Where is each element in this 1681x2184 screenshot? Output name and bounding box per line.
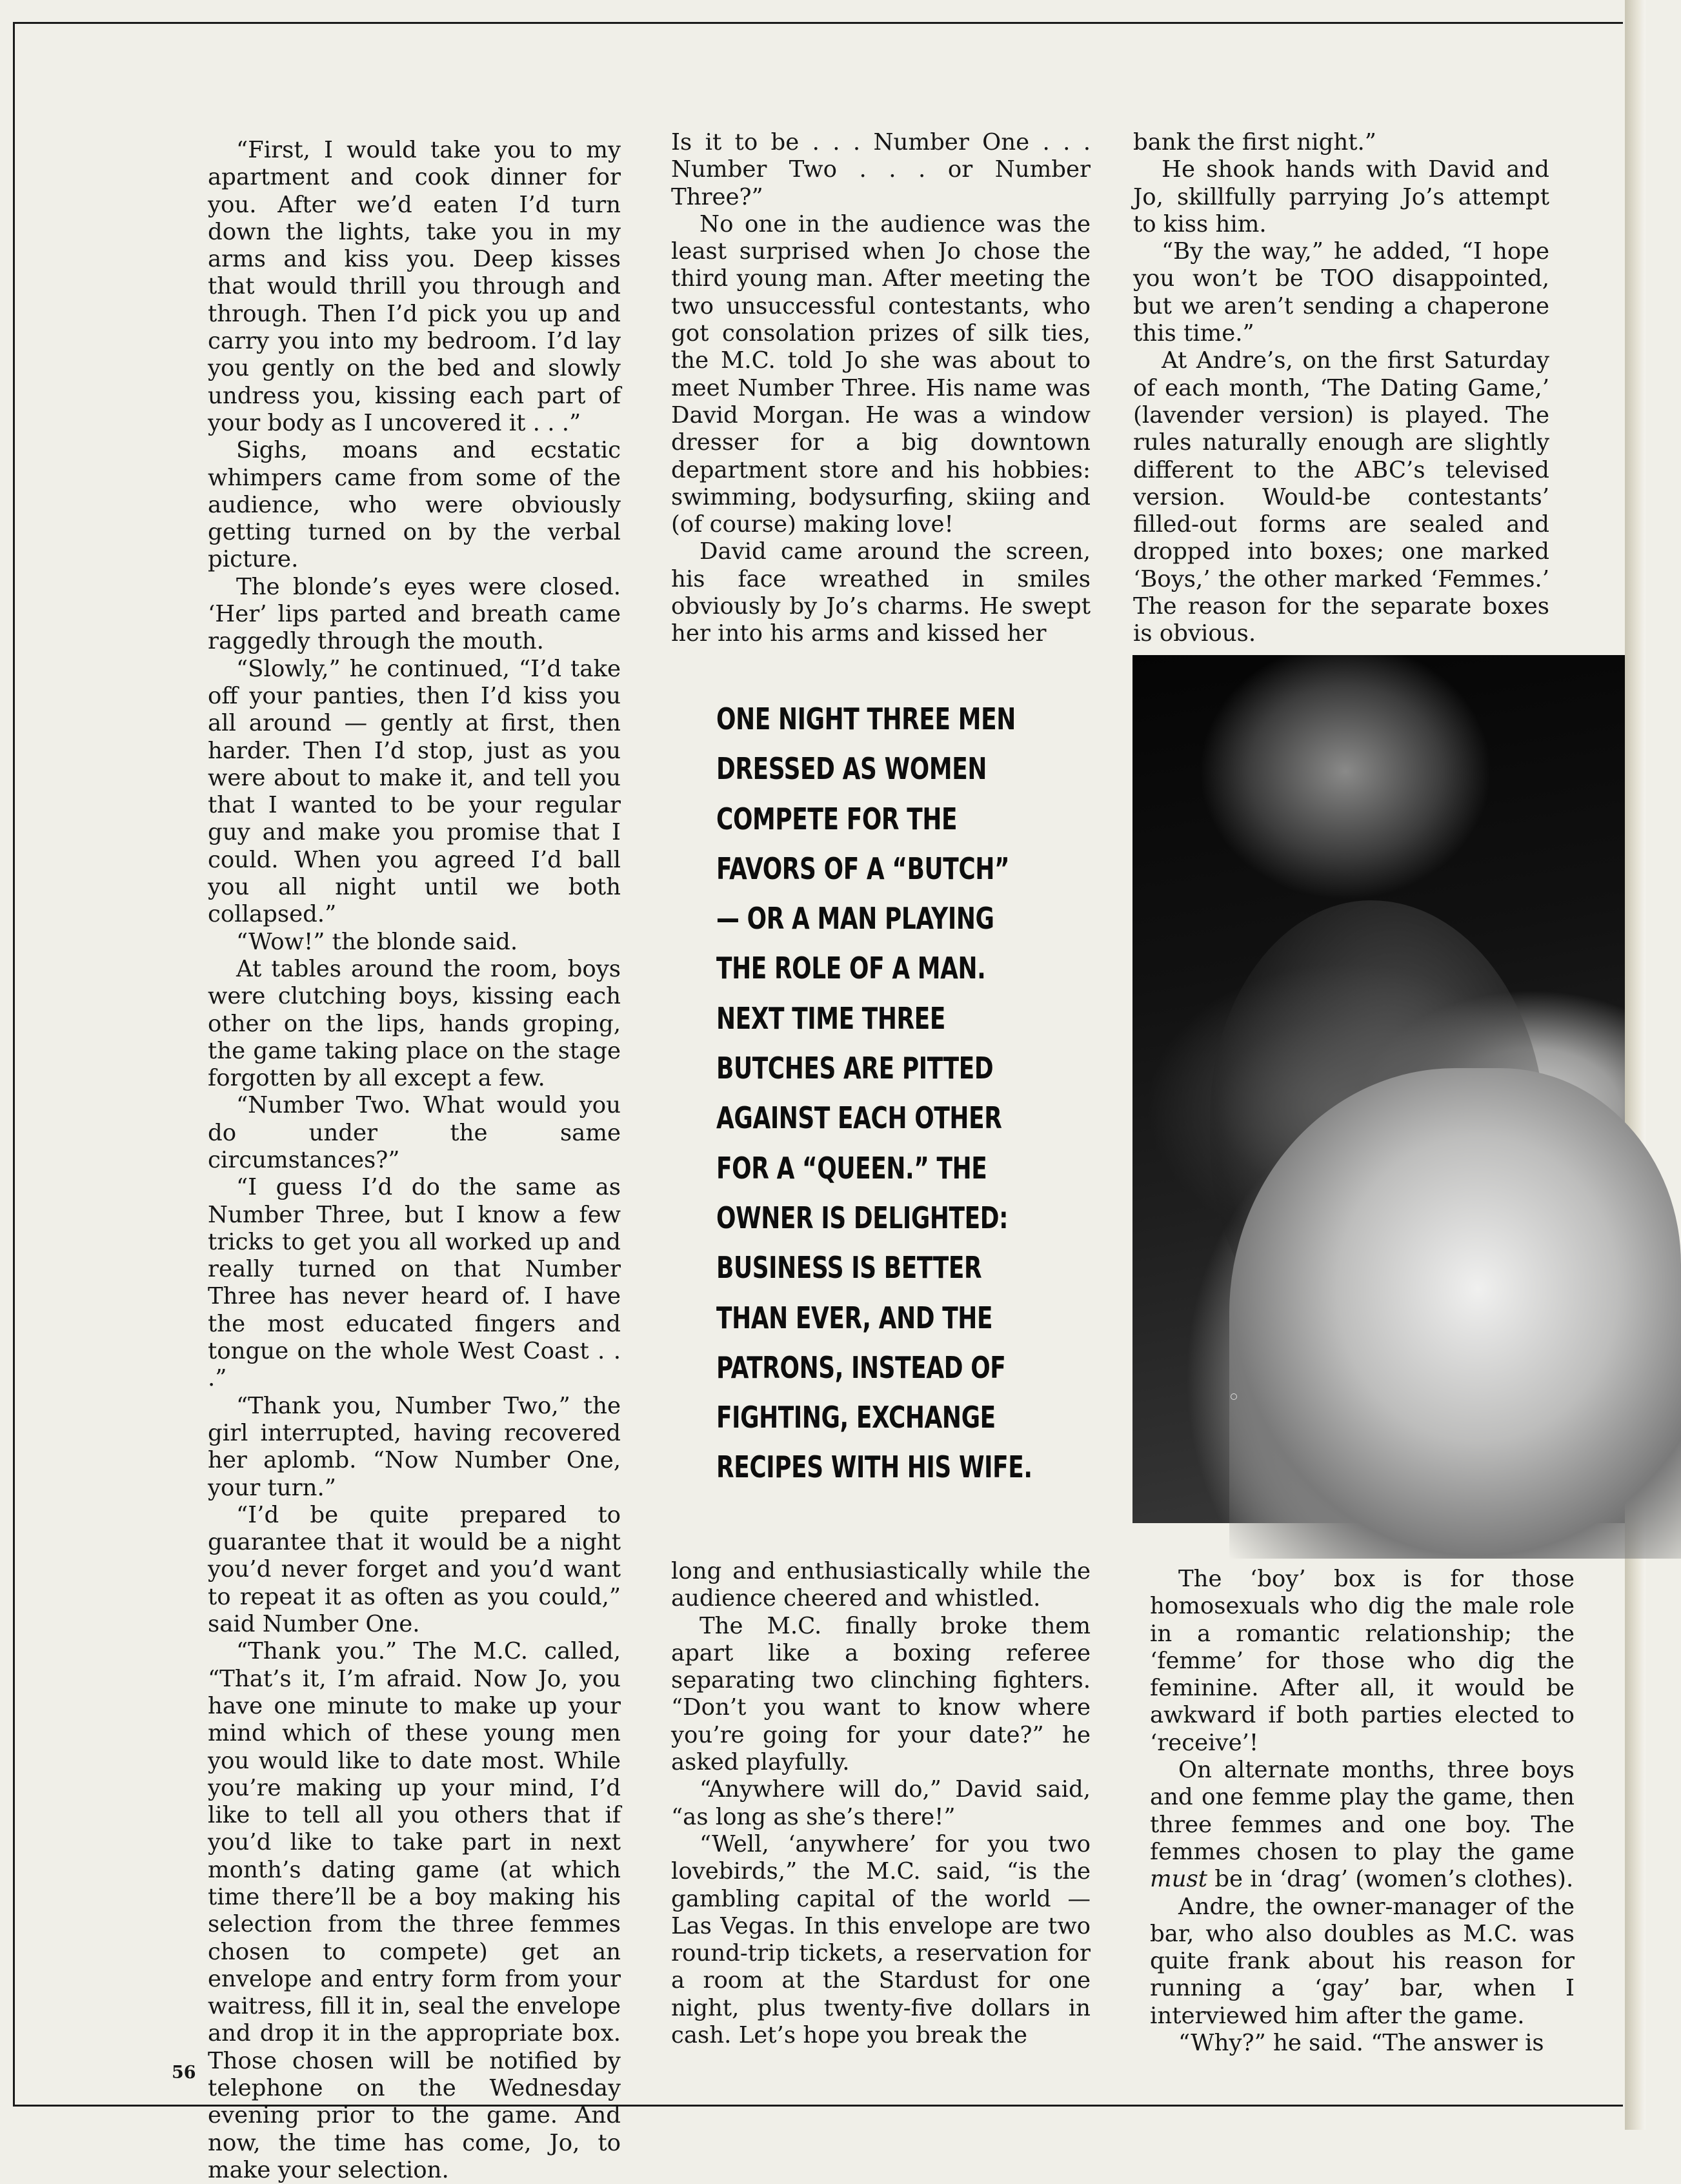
- page-number: 56: [172, 2063, 196, 2083]
- paragraph: He shook hands with David and Jo, skillfully parrying Jo’s attempt to kiss him.: [1133, 156, 1549, 238]
- paragraph: “Anywhere will do,” David said, “as long as she’s there!”: [671, 1776, 1091, 1830]
- paragraph: “Thank you.” The M.C. called, “That’s it, I’m afraid. Now Jo, you have one minute to make up your mind which of these young men you would like to date most. While you’re making up your mind, I’d like to tell all you others that if you’d like to take part in next month’s dating game (at which time there’ll be a boy making his selection from the three femmes chosen to compete) get an envelope and entry form from your waitress, fill it in, seal the envelope and drop it in the appropriate box. Those chosen will be notified by telephone on the Wednesday evening prior to the game. And now, the time has come, Jo, to make your selection.: [208, 1638, 621, 2183]
- article-column-2-bottom: [671, 1558, 1091, 2048]
- pull-quote-line: — OR A MAN PLAYING: [716, 901, 994, 936]
- pull-quote-line: COMPETE FOR THE: [716, 801, 958, 836]
- article-column-2-top: [671, 129, 1091, 647]
- paragraph: [1150, 1757, 1575, 1893]
- pull-quote-line: PATRONS, INSTEAD OF: [716, 1350, 1006, 1385]
- paragraph: Andre, the owner-manager of the bar, who also doubles as M.C. was quite frank about his reason for running a ‘gay’ bar, when I interviewed him after the game.: [1150, 1893, 1575, 2029]
- paragraph: “First, I would take you to my apartment and cook dinner for you. After we’d eaten I’d turn down the lights, take you in my arms and kiss you. Deep kisses that would thrill you through and through. Then I’d pick you up and carry you into my bedroom. I’d lay you gently on the bed and slowly undress you, kissing each part of your body as I uncovered it . . .”: [208, 137, 621, 436]
- pull-quote-line: DRESSED AS WOMEN: [716, 751, 987, 787]
- paragraph: At Andre’s, on the first Saturday of each month, ‘The Dating Game,’ (lavender version) is played. The rules naturally enough are slightly different to the ABC’s televised version. Would-be contestants’ filled-out forms are sealed and dropped into boxes; one marked ‘Boys,’ the other marked ‘Femmes.’ The reason for the separate boxes is obvious.: [1133, 347, 1549, 647]
- paragraph: “By the way,” he added, “I hope you won’t be TOO disappointed, but we aren’t sending a chaperone this time.”: [1133, 238, 1549, 347]
- photo-dust-speck: [1231, 1393, 1237, 1400]
- text-run: be in ‘drag’ (women’s clothes).: [1207, 1866, 1574, 1893]
- pull-quote-line: RECIPES WITH HIS WIFE.: [716, 1450, 1032, 1485]
- article-column-3-bottom: [1150, 1566, 1575, 2056]
- paragraph: David came around the screen, his face wreathed in smiles obviously by Jo’s charms. He swept her into his arms and kissed her: [671, 538, 1091, 647]
- photo-figure-back: [1229, 1068, 1681, 1559]
- pull-quote-line: NEXT TIME THREE: [716, 1000, 946, 1036]
- paragraph: No one in the audience was the least surprised when Jo chose the third young man. After meeting the two unsuccessful contestants, who got consolation prizes of silk ties, the M.C. told Jo she was about to meet Number Three. His name was David Morgan. He was a window dresser for a big downtown department store and his hobbies: swimming, bodysurfing, skiing and (of course) making love!: [671, 210, 1091, 538]
- paragraph: “Why?” he said. “The answer is: [1178, 2030, 1544, 2057]
- article-column-1: [208, 137, 621, 2183]
- paragraph: “Slowly,” he continued, “I’d take off your panties, then I’d kiss you all around — gently at first, then harder. Then I’d stop, just as you were about to make it, and tell you that I wanted to be your regular guy and make you promise that I could. When you agreed I’d ball you all night until we both collapsed.”: [208, 655, 621, 928]
- paragraph-continuation: Is it to be . . . Number One . . . Number Two . . . or Number Three?”: [671, 129, 1091, 210]
- page-spine: [1625, 0, 1646, 2130]
- photo-embracing-couple: [1132, 655, 1625, 1523]
- pull-quote-line: BUSINESS IS BETTER: [716, 1250, 982, 1286]
- pull-quote-line: FAVORS OF A “BUTCH”: [716, 851, 1010, 886]
- pull-quote-line: ONE NIGHT THREE MEN: [716, 702, 1016, 736]
- pull-quote-line: FIGHTING, EXCHANGE: [716, 1400, 996, 1435]
- pull-quote-line: OWNER IS DELIGHTED:: [716, 1200, 1009, 1235]
- paragraph: “Well, ‘anywhere’ for you two lovebirds,” the M.C. said, “is the gambling capital of the world — Las Vegas. In this envelope are two round-trip tickets, a reservation for a room at the Stardust for one night, plus twenty-five dollars in cash. Let’s hope you break the: [671, 1830, 1091, 2049]
- paragraph: “Wow!” the blonde said.: [236, 928, 518, 955]
- emphasis: must: [1150, 1866, 1208, 1893]
- paragraph: “Number Two. What would you do under the same circumstances?”: [208, 1092, 621, 1173]
- paragraph: The M.C. finally broke them apart like a boxing referee separating two clinching fighters. “Don’t you want to know where you’re going for your date?” he asked playfully.: [671, 1612, 1091, 1776]
- paragraph: At tables around the room, boys were clutching boys, kissing each other on the lips, hands groping, the game taking place on the stage forgotten by all except a few.: [208, 955, 621, 1092]
- pull-quote-line: AGAINST EACH OTHER: [716, 1100, 1002, 1136]
- pull-quote-line: BUTCHES ARE PITTED: [716, 1051, 994, 1086]
- paragraph: The ‘boy’ box is for those homosexuals who dig the male role in a romantic relationship; the ‘femme’ for those who dig the feminine. After all, it would be awkward if both parties elected to ‘receive’!: [1150, 1566, 1575, 1756]
- paragraph: “I guess I’d do the same as Number Three, but I know a few tricks to get you all worked up and really turned on that Number Three has never heard of. I have the most educated fingers and tongue on the whole West Coast . . .”: [208, 1174, 621, 1392]
- pull-quote-line: FOR A “QUEEN.” THE: [716, 1150, 987, 1186]
- pull-quote-line: THAN EVER, AND THE: [716, 1300, 993, 1335]
- paragraph-continuation: bank the first night.”: [1133, 129, 1376, 156]
- pull-quote: [716, 694, 1032, 1493]
- paragraph-continuation: long and enthusiastically while the audience cheered and whistled.: [671, 1558, 1091, 1612]
- paragraph: The blonde’s eyes were closed. ‘Her’ lips parted and breath came raggedly through the mouth.: [208, 573, 621, 655]
- paragraph: “Thank you, Number Two,” the girl interrupted, having recovered her aplomb. “Now Number One, your turn.”: [208, 1392, 621, 1501]
- pull-quote-line: THE ROLE OF A MAN.: [716, 951, 986, 986]
- text-run: On alternate months, three boys and one femme play the game, then three femmes and one boy. The femmes chosen to play the game: [1150, 1757, 1575, 1865]
- paragraph: “I’d be quite prepared to guarantee that it would be a night you’d never forget and you’d want to repeat it as often as you could,” said Number One.: [208, 1501, 621, 1638]
- paragraph: Sighs, moans and ecstatic whimpers came from some of the audience, who were obviously getting turned on by the verbal picture.: [208, 437, 621, 573]
- article-column-3-top: [1133, 129, 1549, 647]
